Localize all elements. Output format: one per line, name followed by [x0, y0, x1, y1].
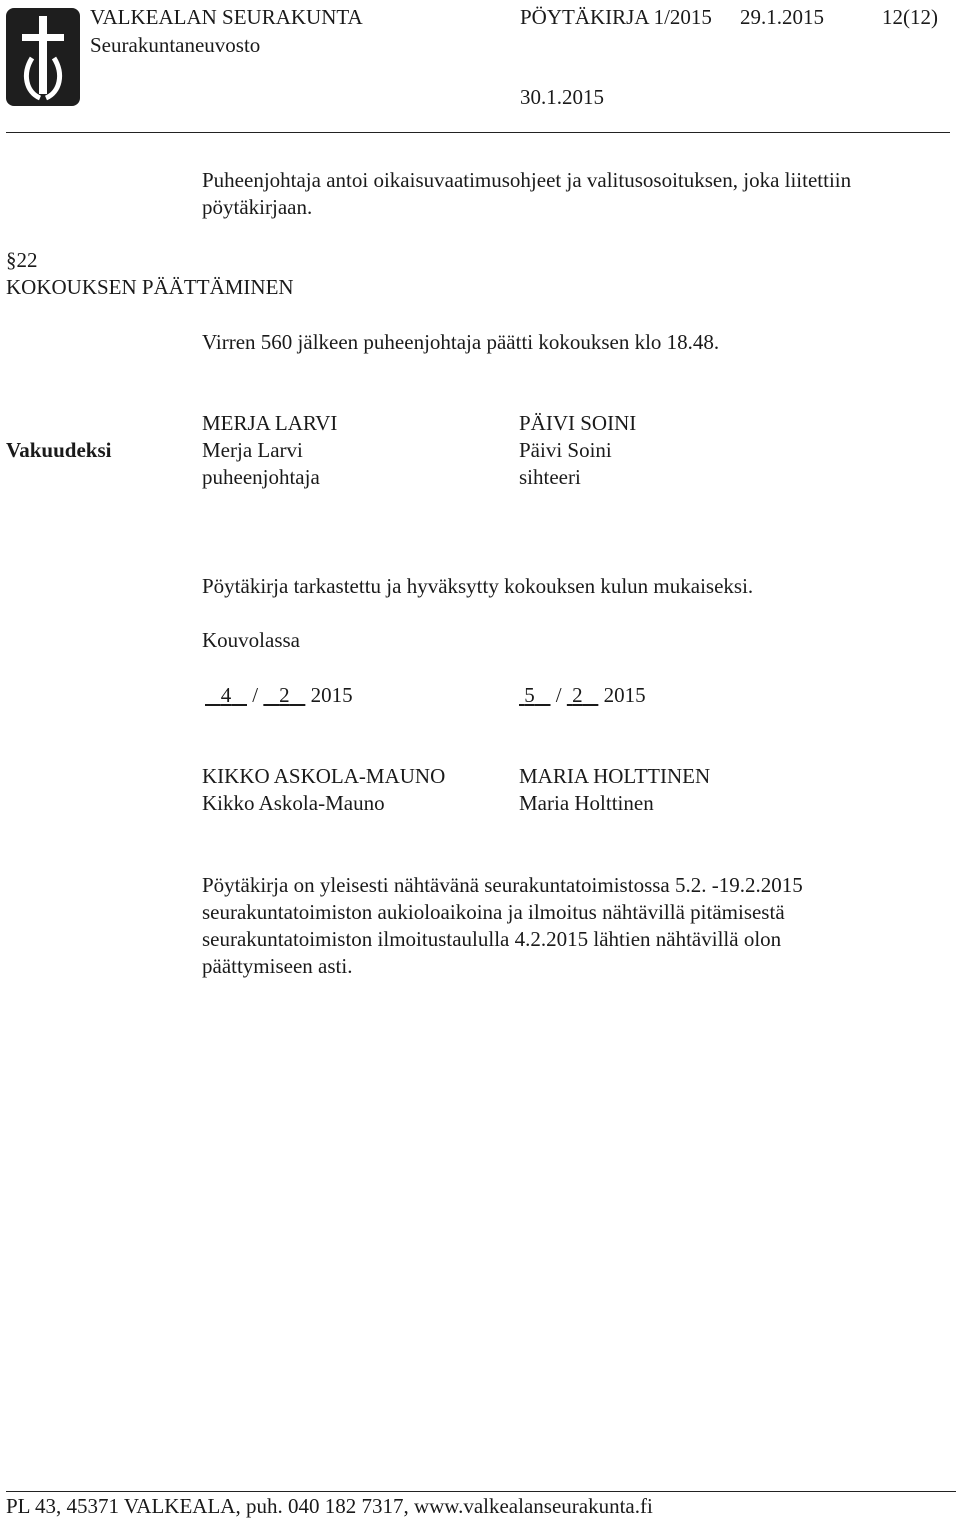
reviewer-1-caps-name: KIKKO ASKOLA-MAUNO — [202, 764, 446, 788]
header-divider — [6, 132, 950, 133]
review-date-1-day: 4 — [220, 683, 232, 707]
chair-role: puheenjohtaja — [202, 465, 320, 489]
church-logo-icon — [6, 8, 80, 106]
intro-paragraph: Puheenjohtaja antoi oikaisuvaatimusohjeet ja valitusosoituksen, joka liitettiin pöytäkirjaan. — [202, 168, 852, 219]
meeting-date: 29.1.2015 — [740, 5, 824, 29]
doc-type: PÖYTÄKIRJA 1/2015 — [520, 5, 712, 29]
section-number-value: 22 — [16, 248, 38, 272]
secretary-caps-name: PÄIVI SOINI — [519, 411, 637, 435]
section-number: §22 — [6, 248, 38, 272]
review-date-2-month: 2 — [572, 683, 583, 707]
review-statement: Pöytäkirja tarkastettu ja hyväksytty kokouksen kulun mukaiseksi. — [202, 574, 754, 598]
footer-contact: PL 43, 45371 VALKEALA, puh. 040 182 7317, www.valkealanseurakunta.fi — [6, 1494, 653, 1518]
public-notice: Pöytäkirja on yleisesti nähtävänä seurakuntatoimistossa 5.2. -19.2.2015 seurakuntatoimiston aukioloaikoina ja ilmoitus nähtävillä pitämisestä seurakuntatoimiston ilmoitustaululla 4.2.2015 lähtien nähtävillä olon päättymiseen asti. — [202, 873, 803, 978]
footer-divider — [6, 1491, 956, 1492]
reviewer-1-name: Kikko Askola-Mauno — [202, 791, 385, 815]
section-title: KOKOUKSEN PÄÄTTÄMINEN — [6, 275, 294, 299]
secretary-role: sihteeri — [519, 465, 581, 489]
reviewer-2-name: Maria Holttinen — [519, 791, 654, 815]
document-date: 30.1.2015 — [520, 85, 604, 109]
secretary-name: Päivi Soini — [519, 438, 612, 462]
review-date-2: 5 / 2 2015 — [524, 683, 646, 707]
body-name: Seurakuntaneuvosto — [90, 33, 261, 57]
review-date-1: 4 / 2 2015 — [220, 683, 353, 707]
reviewer-2-caps-name: MARIA HOLTTINEN — [519, 764, 711, 788]
review-date-1-month: 2 — [279, 683, 290, 707]
review-date-2-year: 2015 — [603, 683, 646, 707]
section-body: Virren 560 jälkeen puheenjohtaja päätti kokouksen klo 18.48. — [202, 330, 720, 354]
chair-caps-name: MERJA LARVI — [202, 411, 338, 435]
review-date-1-year: 2015 — [310, 683, 353, 707]
chair-name: Merja Larvi — [202, 438, 303, 462]
page-number: 12(12) — [882, 5, 938, 29]
review-date-2-day: 5 — [524, 683, 535, 707]
vakuudeksi-label: Vakuudeksi — [6, 438, 112, 462]
review-place: Kouvolassa — [202, 628, 300, 652]
org-name: VALKEALAN SEURAKUNTA — [90, 5, 363, 29]
